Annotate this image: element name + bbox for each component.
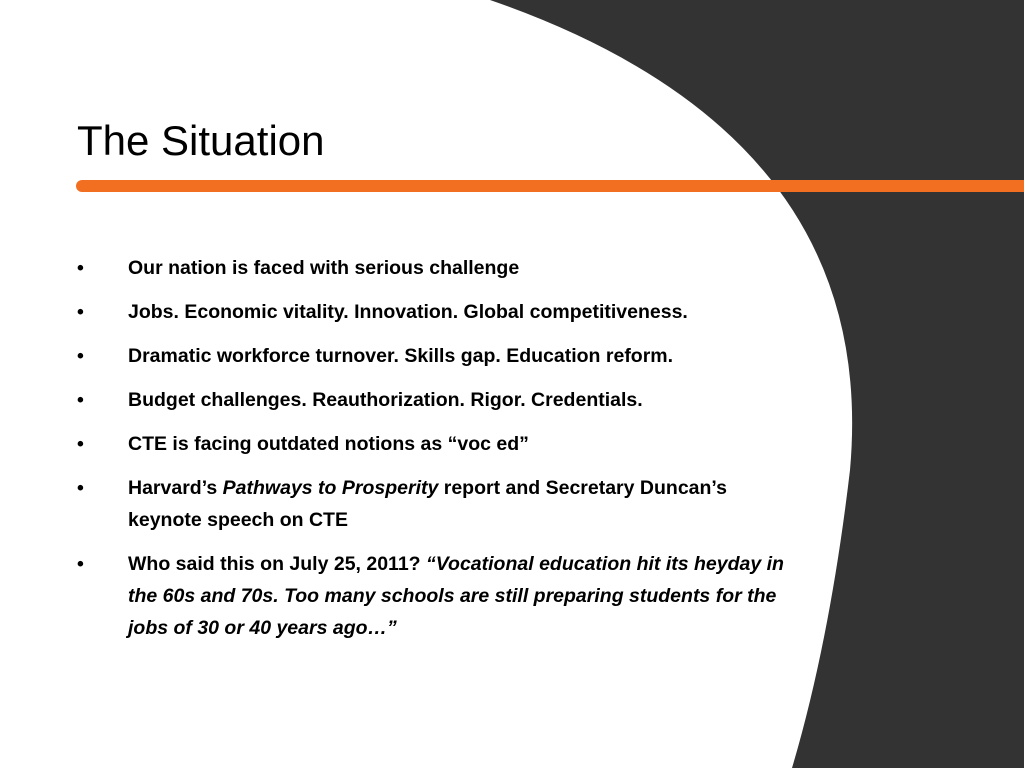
report-title-italic: Pathways to Prosperity [222,477,439,499]
bullet-item [77,252,797,284]
bullet-marker: • [77,257,84,279]
bullet-marker: • [77,389,84,411]
title-underline-bar [76,180,1024,192]
bullet-text: Our nation is faced with serious challenge [128,257,520,279]
bullet-item [77,548,797,644]
slide-title: The Situation [77,117,325,164]
bullet-text: Dramatic workforce turnover. Skills gap. Education reform. [128,345,674,367]
bullet-text: CTE is facing outdated notions as “voc ed” [128,433,529,455]
bullet-marker: • [77,433,84,455]
bullet-marker: • [77,345,84,367]
bullet-item [77,428,797,460]
bullet-item [77,340,797,372]
bullet-item [77,296,797,328]
bullet-text-tail: report and Secretary Duncan’s keynote speech on CTE [128,477,727,531]
bullet-text-lead: Harvard’s [128,477,223,499]
bullet-marker: • [77,301,84,323]
quote-italic: “Vocational education hit its heyday in the 60s and 70s. Too many schools are still preparing students for the jobs of 30 or 40 years ago…” [128,553,784,639]
bullet-text: Budget challenges. Reauthorization. Rigor. Credentials. [128,389,643,411]
bullet-text: Jobs. Economic vitality. Innovation. Global competitiveness. [128,301,688,323]
bullet-text-lead: Who said this on July 25, 2011? [128,553,427,575]
bullet-item [77,384,797,416]
bullet-item [77,472,797,536]
bullet-marker: • [77,477,84,499]
bullet-list [77,252,797,656]
bullet-marker: • [77,553,84,575]
